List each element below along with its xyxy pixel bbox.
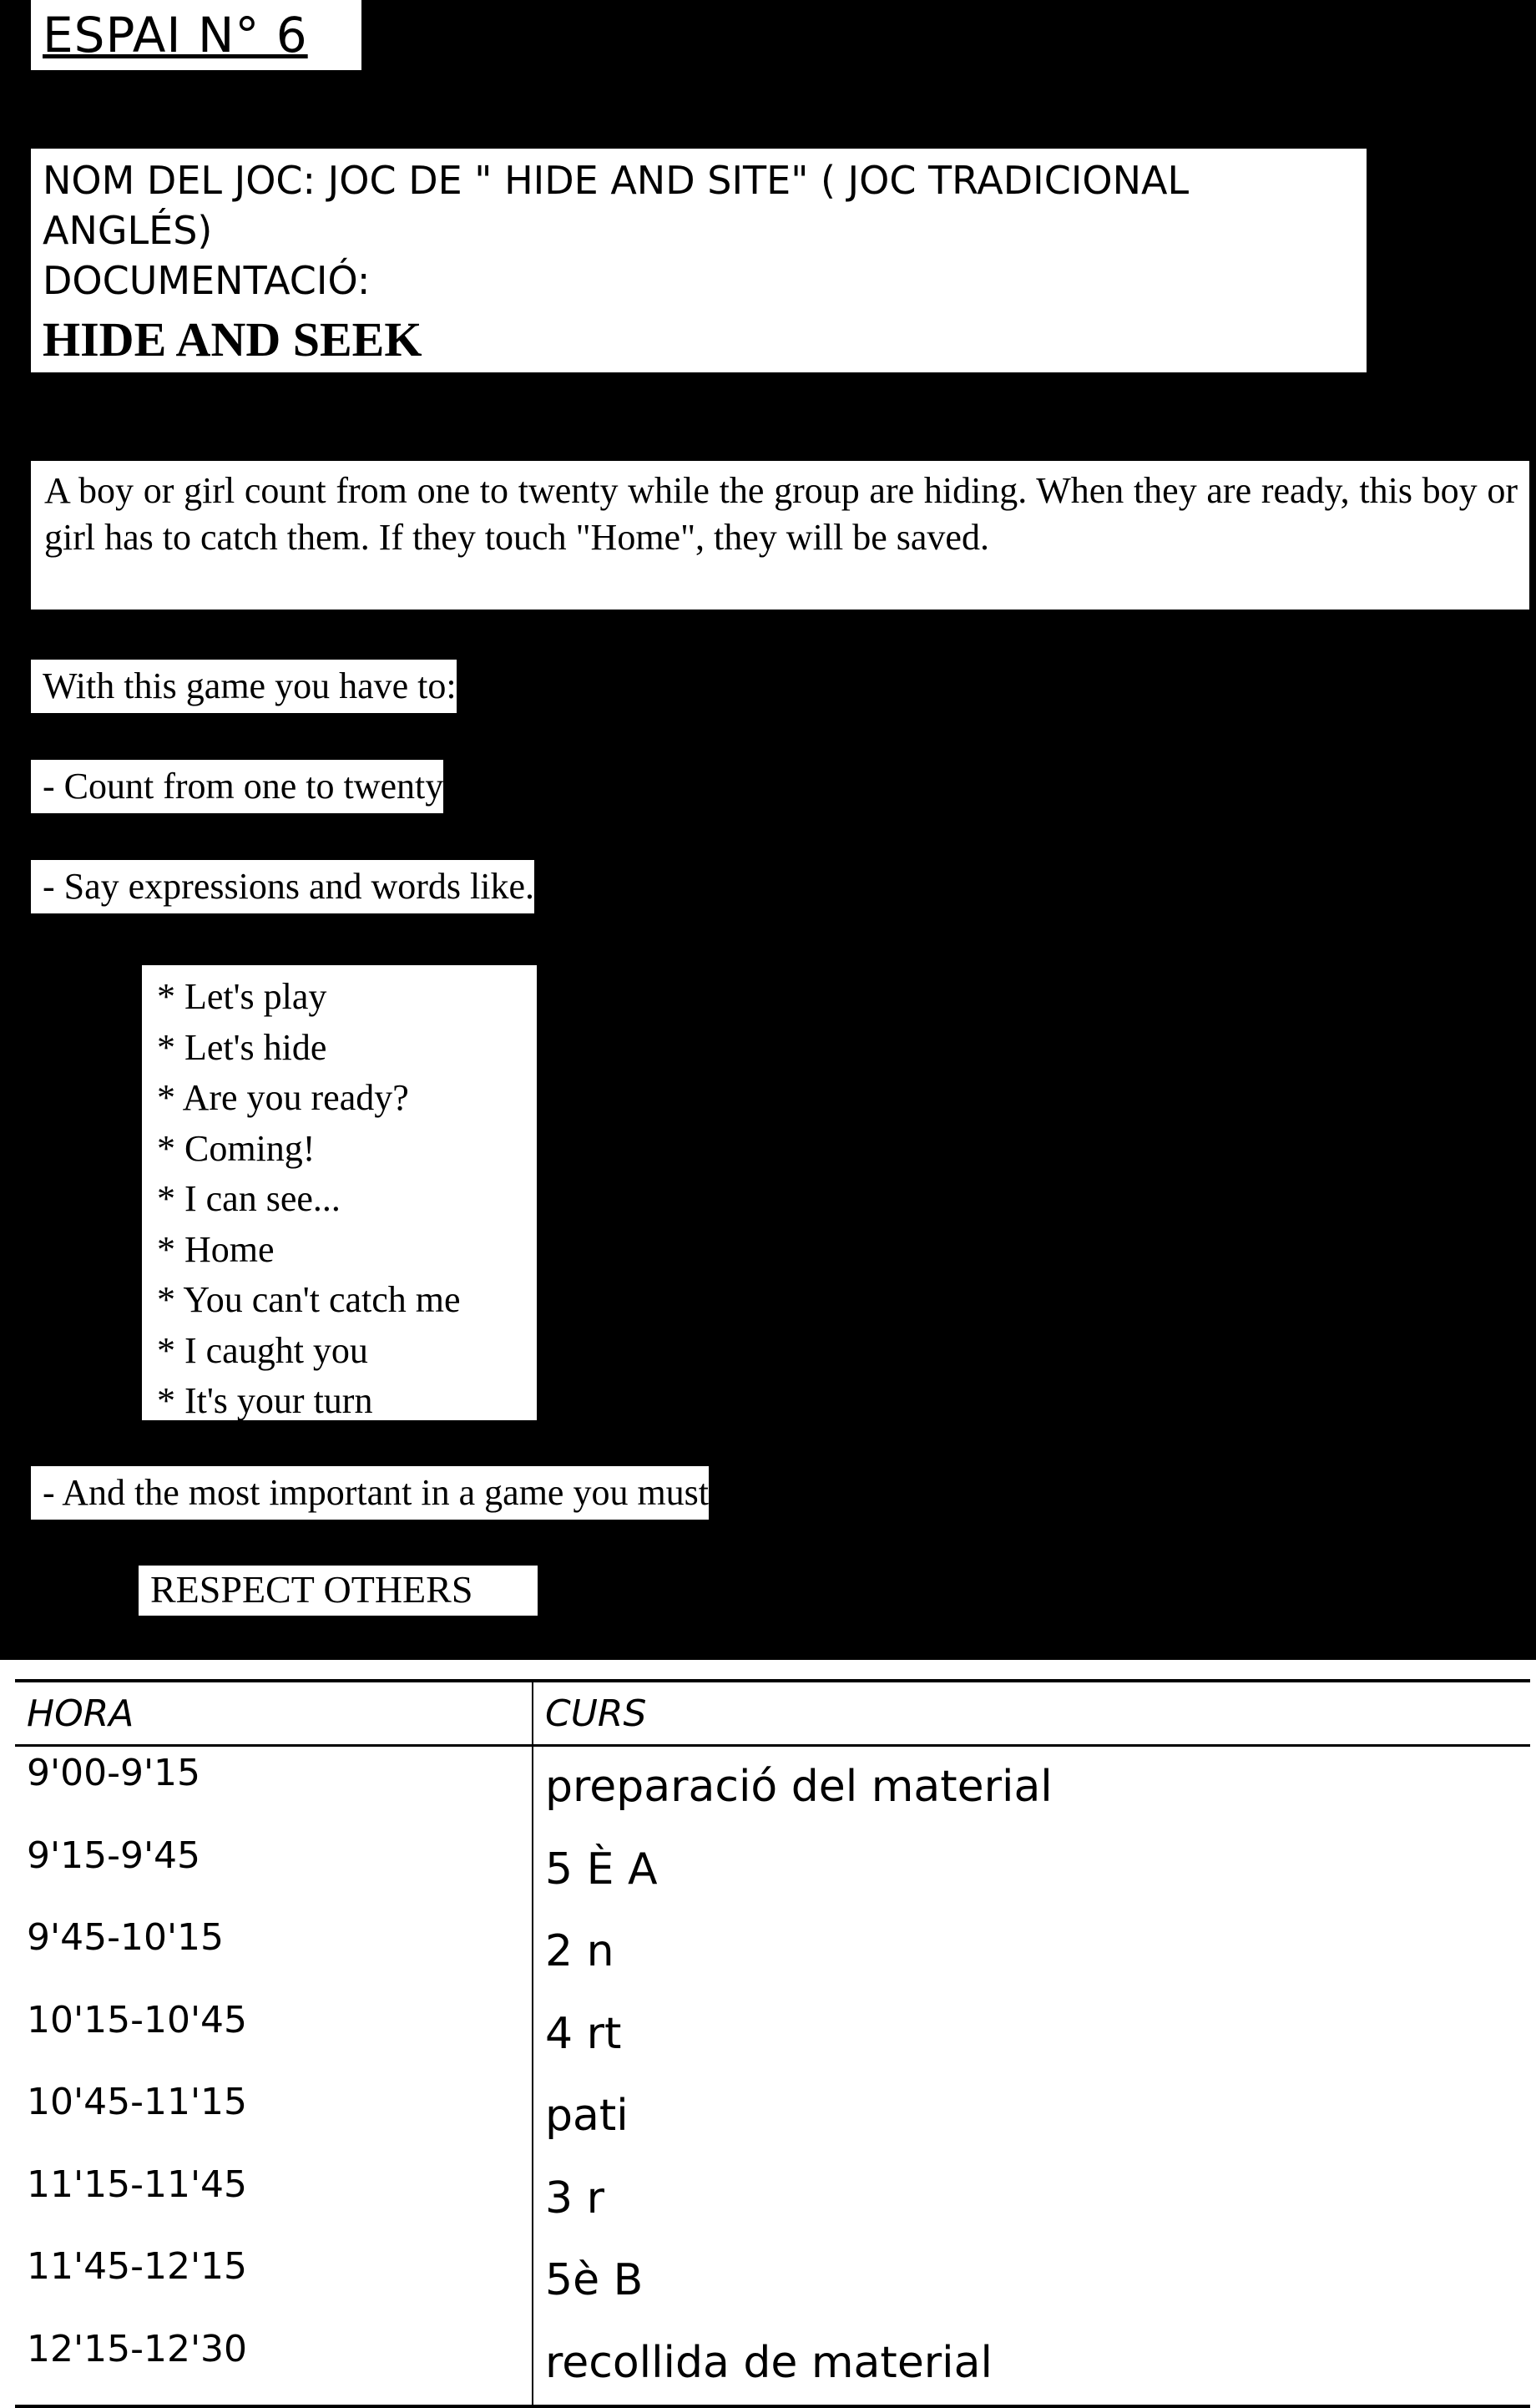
table-row [15,2240,1530,2323]
list-item: * Let's play [157,976,327,1017]
page-title-box [31,0,361,70]
table-row [15,1911,1530,1994]
page-title: ESPAI N° 6 [43,7,308,63]
table-row [15,1746,1530,1829]
cell-hora: 10'45-11'15 [15,2076,533,2158]
list-item: * I caught you [157,1329,368,1371]
cell-hora: 12'15-12'30 [15,2323,533,2407]
cell-curs: pati [545,2091,629,2141]
cell-hora: 11'15-11'45 [15,2158,533,2241]
cell-curs: 5 È A [545,1844,658,1895]
point-important: - And the most important in a game you must [31,1466,709,1520]
cell-hora: 10'15-10'45 [15,1994,533,2077]
game-title: HIDE AND SEEK [43,312,422,367]
cell-curs: recollida de material [533,2323,1530,2407]
cell-curs: 5è B [545,2255,644,2305]
table-row [15,2076,1530,2158]
table-row [15,1829,1530,1912]
list-item: * Are you ready? [157,1077,409,1118]
game-description: A boy or girl count from one to twenty while the group are hiding. When they are ready, this boy or girl has to catch them. If they touch "Home", they will be saved. [31,461,1529,610]
column-header-curs: CURS [533,1681,1530,1746]
cell-curs: 3 r [545,2173,604,2223]
game-name-line-2: ANGLÉS) [43,208,213,253]
point-count: - Count from one to twenty [31,760,443,813]
cell-hora: 9'45-10'15 [15,1911,533,1994]
cell-hora: 11'45-12'15 [15,2240,533,2323]
cell-curs: 4 rt [545,2008,622,2059]
cell-hora: 9'00-9'15 [15,1746,533,1829]
list-item: * Home [157,1228,275,1270]
list-item: * You can't catch me [157,1279,461,1320]
expressions-list [142,965,537,1420]
schedule-table [15,1679,1530,2408]
column-header-hora: HORA [15,1681,533,1746]
table-header-row [15,1681,1530,1746]
respect-others: RESPECT OTHERS [139,1566,538,1616]
game-name-line-1: NOM DEL JOC: JOC DE " HIDE AND SITE" ( JOC TRADICIONAL [43,158,1190,203]
list-item: * I can see... [157,1178,341,1219]
table-row [15,1994,1530,2077]
list-item: * Let's hide [157,1026,327,1068]
list-item: * It's your turn [157,1380,373,1421]
cell-curs: preparació del material [545,1762,1053,1812]
cell-curs: 2 n [545,1926,614,1976]
intro-line: With this game you have to: [31,660,457,713]
documentation-label: DOCUMENTACIÓ: [43,258,371,303]
table-row [15,2323,1530,2407]
table-row [15,2158,1530,2241]
game-name-box [31,149,1367,372]
list-item: * Coming! [157,1127,316,1169]
cell-hora: 9'15-9'45 [15,1829,533,1912]
point-expressions: - Say expressions and words like. [31,860,534,913]
